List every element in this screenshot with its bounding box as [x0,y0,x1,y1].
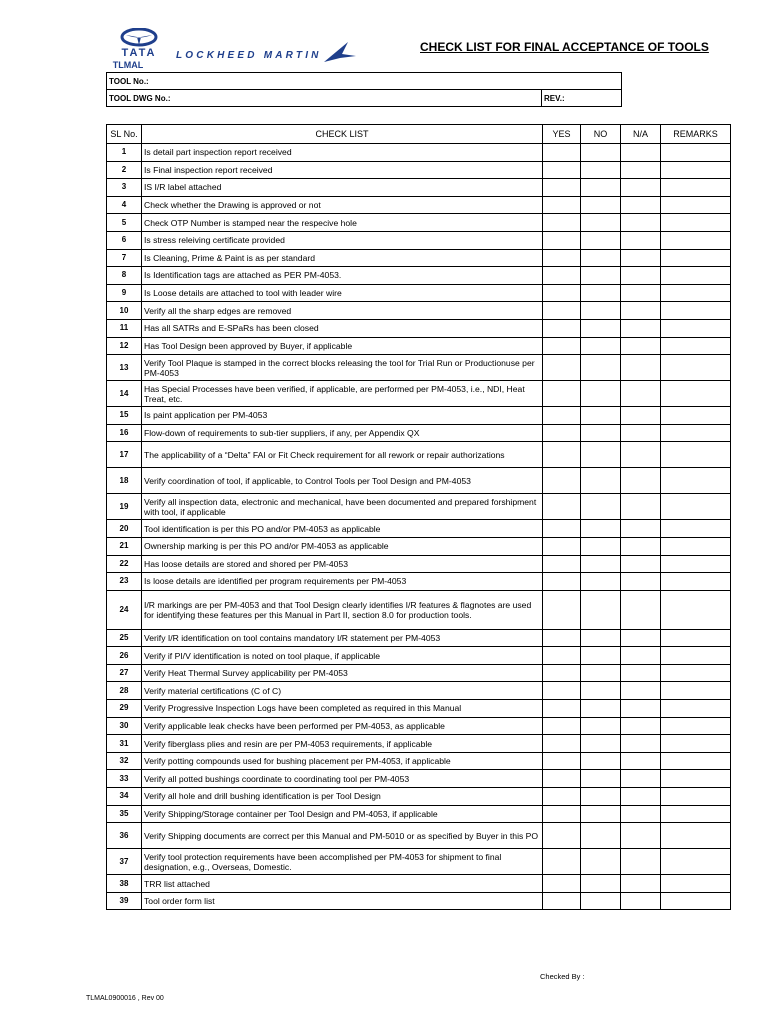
remarks-cell[interactable] [661,161,731,179]
no-cell[interactable] [581,520,621,538]
tata-brand-text: TATA [121,47,157,59]
yes-cell[interactable] [543,249,581,267]
na-cell[interactable] [621,590,661,629]
table-row [107,144,731,162]
row-sl-no: 18 [107,468,142,494]
no-cell[interactable] [581,700,621,718]
remarks-cell[interactable] [661,407,731,425]
yes-cell[interactable] [543,892,581,910]
table-row [107,700,731,718]
na-cell[interactable] [621,770,661,788]
row-check-item: The applicability of a “Delta” FAI or Fit Check requirement for all rework or repair authorizations [142,442,543,468]
remarks-cell[interactable] [661,823,731,849]
row-sl-no: 4 [107,196,142,214]
remarks-cell[interactable] [661,302,731,320]
row-sl-no: 36 [107,823,142,849]
na-cell[interactable] [621,179,661,197]
row-check-item: Tool order form list [142,892,543,910]
yes-cell[interactable] [543,284,581,302]
no-cell[interactable] [581,249,621,267]
row-sl-no: 12 [107,337,142,355]
row-check-item: Verify potting compounds used for bushing placement per PM-4053, if applicable [142,752,543,770]
table-row [107,284,731,302]
table-row [107,337,731,355]
table-row [107,381,731,407]
remarks-cell[interactable] [661,468,731,494]
yes-cell[interactable] [543,407,581,425]
row-sl-no: 21 [107,537,142,555]
remarks-cell[interactable] [661,179,731,197]
yes-cell[interactable] [543,682,581,700]
no-cell[interactable] [581,337,621,355]
remarks-cell[interactable] [661,196,731,214]
row-check-item: Verify Heat Thermal Survey applicability per PM-4053 [142,664,543,682]
table-row [107,355,731,381]
no-cell[interactable] [581,144,621,162]
yes-cell[interactable] [543,302,581,320]
table-row [107,161,731,179]
row-sl-no: 8 [107,267,142,285]
na-cell[interactable] [621,892,661,910]
remarks-cell[interactable] [661,355,731,381]
remarks-cell[interactable] [661,805,731,823]
row-check-item: Tool identification is per this PO and/or PM-4053 as applicable [142,520,543,538]
table-row [107,849,731,875]
table-row [107,231,731,249]
remarks-cell[interactable] [661,231,731,249]
table-row [107,788,731,806]
page-title: CHECK LIST FOR FINAL ACCEPTANCE OF TOOLS [420,40,709,54]
no-cell[interactable] [581,892,621,910]
yes-cell[interactable] [543,849,581,875]
remarks-cell[interactable] [661,537,731,555]
table-row [107,319,731,337]
yes-cell[interactable] [543,381,581,407]
remarks-cell[interactable] [661,629,731,647]
no-cell[interactable] [581,424,621,442]
col-na: N/A [621,125,661,144]
na-cell[interactable] [621,735,661,753]
no-cell[interactable] [581,590,621,629]
no-cell[interactable] [581,381,621,407]
remarks-cell[interactable] [661,573,731,591]
row-check-item: Verify Tool Plaque is stamped in the correct blocks releasing the tool for Trial Run or Productionuse per PM-4053 [142,355,543,381]
remarks-cell[interactable] [661,555,731,573]
na-cell[interactable] [621,788,661,806]
tool-dwg-row [107,90,622,107]
row-check-item: Is Identification tags are attached as PER PM-4053. [142,267,543,285]
row-check-item: Is loose details are identified per program requirements per PM-4053 [142,573,543,591]
checked-by-label: Checked By : [540,972,585,981]
yes-cell[interactable] [543,520,581,538]
na-cell[interactable] [621,319,661,337]
row-sl-no: 34 [107,788,142,806]
na-cell[interactable] [621,144,661,162]
row-check-item: Verify Shipping/Storage container per Tool Design and PM-4053, if applicable [142,805,543,823]
table-row [107,805,731,823]
na-cell[interactable] [621,717,661,735]
remarks-cell[interactable] [661,590,731,629]
tlmal-text: TLMAL [112,60,144,70]
no-cell[interactable] [581,355,621,381]
yes-cell[interactable] [543,179,581,197]
row-check-item: Verify all potted bushings coordinate to coordinating tool per PM-4053 [142,770,543,788]
na-cell[interactable] [621,875,661,893]
table-row [107,424,731,442]
yes-cell[interactable] [543,823,581,849]
no-cell[interactable] [581,407,621,425]
remarks-cell[interactable] [661,214,731,232]
row-check-item: Verify I/R identification on tool contains mandatory I/R statement per PM-4053 [142,629,543,647]
na-cell[interactable] [621,267,661,285]
col-check-list: CHECK LIST [142,125,543,144]
no-cell[interactable] [581,752,621,770]
na-cell[interactable] [621,231,661,249]
table-row [107,629,731,647]
lockheed-martin-logo [176,40,366,70]
row-sl-no: 19 [107,494,142,520]
remarks-cell[interactable] [661,788,731,806]
table-row [107,407,731,425]
table-row [107,494,731,520]
yes-cell[interactable] [543,590,581,629]
row-check-item: Flow-down of requirements to sub-tier suppliers, if any, per Appendix QX [142,424,543,442]
no-cell[interactable] [581,231,621,249]
row-sl-no: 20 [107,520,142,538]
table-row [107,267,731,285]
rev-label: REV.: [542,90,622,107]
col-remarks: REMARKS [661,125,731,144]
row-sl-no: 32 [107,752,142,770]
tool-dwg-label: TOOL DWG No.: [107,90,542,107]
row-sl-no: 3 [107,179,142,197]
col-no: NO [581,125,621,144]
no-cell[interactable] [581,319,621,337]
row-sl-no: 38 [107,875,142,893]
table-row [107,196,731,214]
na-cell[interactable] [621,196,661,214]
yes-cell[interactable] [543,752,581,770]
no-cell[interactable] [581,629,621,647]
row-check-item: Check OTP Number is stamped near the respecive hole [142,214,543,232]
no-cell[interactable] [581,573,621,591]
row-sl-no: 1 [107,144,142,162]
yes-cell[interactable] [543,442,581,468]
row-check-item: Verify all inspection data, electronic and mechanical, have been documented and prepared forshipment with tool, if applicable [142,494,543,520]
yes-cell[interactable] [543,161,581,179]
row-check-item: Verify tool protection requirements have been accomplished per PM-4053 for shipment to final designation, e.g., Overseas, Domestic. [142,849,543,875]
document-reference: TLMAL0900016 , Rev 00 [86,995,164,1002]
no-cell[interactable] [581,468,621,494]
no-cell[interactable] [581,647,621,665]
remarks-cell[interactable] [661,144,731,162]
row-sl-no: 30 [107,717,142,735]
yes-cell[interactable] [543,494,581,520]
yes-cell[interactable] [543,196,581,214]
row-check-item: Is paint application per PM-4053 [142,407,543,425]
row-sl-no: 13 [107,355,142,381]
yes-cell[interactable] [543,788,581,806]
no-cell[interactable] [581,161,621,179]
table-row [107,823,731,849]
row-check-item: TRR list attached [142,875,543,893]
yes-cell[interactable] [543,537,581,555]
row-check-item: Verify if PI/V identification is noted on tool plaque, if applicable [142,647,543,665]
row-sl-no: 11 [107,319,142,337]
col-sl-no: SL No. [107,125,142,144]
no-cell[interactable] [581,494,621,520]
no-cell[interactable] [581,735,621,753]
yes-cell[interactable] [543,735,581,753]
remarks-cell[interactable] [661,682,731,700]
no-cell[interactable] [581,267,621,285]
yes-cell[interactable] [543,805,581,823]
table-row [107,214,731,232]
table-row [107,752,731,770]
row-check-item: Has Tool Design been approved by Buyer, if applicable [142,337,543,355]
row-check-item: Is stress releiving certificate provided [142,231,543,249]
na-cell[interactable] [621,537,661,555]
row-sl-no: 26 [107,647,142,665]
yes-cell[interactable] [543,355,581,381]
no-cell[interactable] [581,537,621,555]
table-row [107,735,731,753]
table-row [107,875,731,893]
remarks-cell[interactable] [661,424,731,442]
col-yes: YES [543,125,581,144]
yes-cell[interactable] [543,144,581,162]
remarks-cell[interactable] [661,770,731,788]
na-cell[interactable] [621,407,661,425]
na-cell[interactable] [621,355,661,381]
na-cell[interactable] [621,629,661,647]
na-cell[interactable] [621,682,661,700]
row-check-item: Has Special Processes have been verified, if applicable, are performed per PM-4053, i.e., NDI, Heat Treat, etc. [142,381,543,407]
checklist-table [106,124,731,910]
row-sl-no: 33 [107,770,142,788]
remarks-cell[interactable] [661,892,731,910]
no-cell[interactable] [581,805,621,823]
na-cell[interactable] [621,805,661,823]
na-cell[interactable] [621,520,661,538]
na-cell[interactable] [621,752,661,770]
table-row [107,647,731,665]
no-cell[interactable] [581,788,621,806]
tata-emblem-icon [110,28,168,70]
na-cell[interactable] [621,249,661,267]
row-sl-no: 23 [107,573,142,591]
tool-no-row [107,73,622,90]
row-sl-no: 22 [107,555,142,573]
no-cell[interactable] [581,214,621,232]
remarks-cell[interactable] [661,442,731,468]
yes-cell[interactable] [543,424,581,442]
no-cell[interactable] [581,555,621,573]
remarks-cell[interactable] [661,849,731,875]
row-sl-no: 39 [107,892,142,910]
table-row [107,892,731,910]
remarks-cell[interactable] [661,337,731,355]
lockheed-martin-text: LOCKHEED MARTIN [176,50,322,61]
na-cell[interactable] [621,664,661,682]
table-row [107,555,731,573]
row-check-item: Verify material certifications (C of C) [142,682,543,700]
row-sl-no: 24 [107,590,142,629]
na-cell[interactable] [621,381,661,407]
row-check-item: Is Loose details are attached to tool with leader wire [142,284,543,302]
remarks-cell[interactable] [661,664,731,682]
row-sl-no: 25 [107,629,142,647]
na-cell[interactable] [621,424,661,442]
yes-cell[interactable] [543,647,581,665]
remarks-cell[interactable] [661,381,731,407]
table-row [107,590,731,629]
table-row [107,520,731,538]
remarks-cell[interactable] [661,735,731,753]
remarks-cell[interactable] [661,875,731,893]
remarks-cell[interactable] [661,494,731,520]
table-row [107,179,731,197]
yes-cell[interactable] [543,319,581,337]
tata-logo [110,28,168,70]
no-cell[interactable] [581,875,621,893]
no-cell[interactable] [581,849,621,875]
no-cell[interactable] [581,179,621,197]
row-sl-no: 17 [107,442,142,468]
yes-cell[interactable] [543,573,581,591]
na-cell[interactable] [621,573,661,591]
yes-cell[interactable] [543,717,581,735]
row-check-item: Is Final inspection report received [142,161,543,179]
row-check-item: Verify coordination of tool, if applicable, to Control Tools per Tool Design and PM-4053 [142,468,543,494]
no-cell[interactable] [581,196,621,214]
yes-cell[interactable] [543,664,581,682]
na-cell[interactable] [621,442,661,468]
row-check-item: Ownership marking is per this PO and/or PM-4053 as applicable [142,537,543,555]
yes-cell[interactable] [543,629,581,647]
yes-cell[interactable] [543,337,581,355]
no-cell[interactable] [581,717,621,735]
row-check-item: Verify all the sharp edges are removed [142,302,543,320]
row-check-item: Verify Shipping documents are correct per this Manual and PM-5010 or as specified by Buyer in this PO [142,823,543,849]
na-cell[interactable] [621,161,661,179]
row-check-item: IS I/R label attached [142,179,543,197]
table-row [107,442,731,468]
no-cell[interactable] [581,770,621,788]
tool-no-label: TOOL No.: [107,73,622,90]
no-cell[interactable] [581,442,621,468]
remarks-cell[interactable] [661,752,731,770]
yes-cell[interactable] [543,700,581,718]
yes-cell[interactable] [543,231,581,249]
row-sl-no: 14 [107,381,142,407]
row-check-item: I/R markings are per PM-4053 and that Tool Design clearly identifies I/R features & flagnotes are used for identifying these features per this Manual in Part II, section 8.0 for production tools. [142,590,543,629]
row-sl-no: 29 [107,700,142,718]
row-sl-no: 10 [107,302,142,320]
row-check-item: Verify Progressive Inspection Logs have been completed as required in this Manual [142,700,543,718]
table-row [107,573,731,591]
na-cell[interactable] [621,700,661,718]
remarks-cell[interactable] [661,647,731,665]
no-cell[interactable] [581,302,621,320]
row-sl-no: 27 [107,664,142,682]
row-sl-no: 15 [107,407,142,425]
na-cell[interactable] [621,337,661,355]
no-cell[interactable] [581,823,621,849]
table-row [107,468,731,494]
table-row [107,682,731,700]
row-check-item: Has all SATRs and E-SPaRs has been closed [142,319,543,337]
yes-cell[interactable] [543,468,581,494]
row-check-item: Is Cleaning, Prime & Paint is as per standard [142,249,543,267]
remarks-cell[interactable] [661,267,731,285]
remarks-cell[interactable] [661,249,731,267]
remarks-cell[interactable] [661,319,731,337]
na-cell[interactable] [621,494,661,520]
na-cell[interactable] [621,647,661,665]
row-sl-no: 5 [107,214,142,232]
no-cell[interactable] [581,664,621,682]
na-cell[interactable] [621,823,661,849]
row-sl-no: 6 [107,231,142,249]
na-cell[interactable] [621,555,661,573]
row-sl-no: 35 [107,805,142,823]
row-sl-no: 31 [107,735,142,753]
na-cell[interactable] [621,284,661,302]
row-check-item: Is detail part inspection report received [142,144,543,162]
na-cell[interactable] [621,468,661,494]
row-check-item: Has loose details are stored and shored per PM-4053 [142,555,543,573]
row-sl-no: 9 [107,284,142,302]
table-row [107,717,731,735]
row-check-item: Verify applicable leak checks have been performed per PM-4053, as applicable [142,717,543,735]
row-check-item: Check whether the Drawing is approved or not [142,196,543,214]
yes-cell[interactable] [543,267,581,285]
na-cell[interactable] [621,302,661,320]
no-cell[interactable] [581,284,621,302]
remarks-cell[interactable] [661,520,731,538]
table-row [107,770,731,788]
table-row [107,302,731,320]
checklist-body [107,144,731,910]
checklist-header-row [107,125,731,144]
row-check-item: Verify all hole and drill bushing identification is per Tool Design [142,788,543,806]
remarks-cell[interactable] [661,284,731,302]
row-sl-no: 28 [107,682,142,700]
na-cell[interactable] [621,214,661,232]
yes-cell[interactable] [543,555,581,573]
table-row [107,537,731,555]
yes-cell[interactable] [543,875,581,893]
remarks-cell[interactable] [661,717,731,735]
row-sl-no: 16 [107,424,142,442]
row-sl-no: 37 [107,849,142,875]
table-row [107,249,731,267]
remarks-cell[interactable] [661,700,731,718]
tool-info-table [106,72,622,107]
yes-cell[interactable] [543,214,581,232]
table-row [107,664,731,682]
lm-star-icon [322,40,358,68]
na-cell[interactable] [621,849,661,875]
no-cell[interactable] [581,682,621,700]
row-sl-no: 7 [107,249,142,267]
row-check-item: Verify fiberglass plies and resin are per PM-4053 requirements, if applicable [142,735,543,753]
row-sl-no: 2 [107,161,142,179]
yes-cell[interactable] [543,770,581,788]
